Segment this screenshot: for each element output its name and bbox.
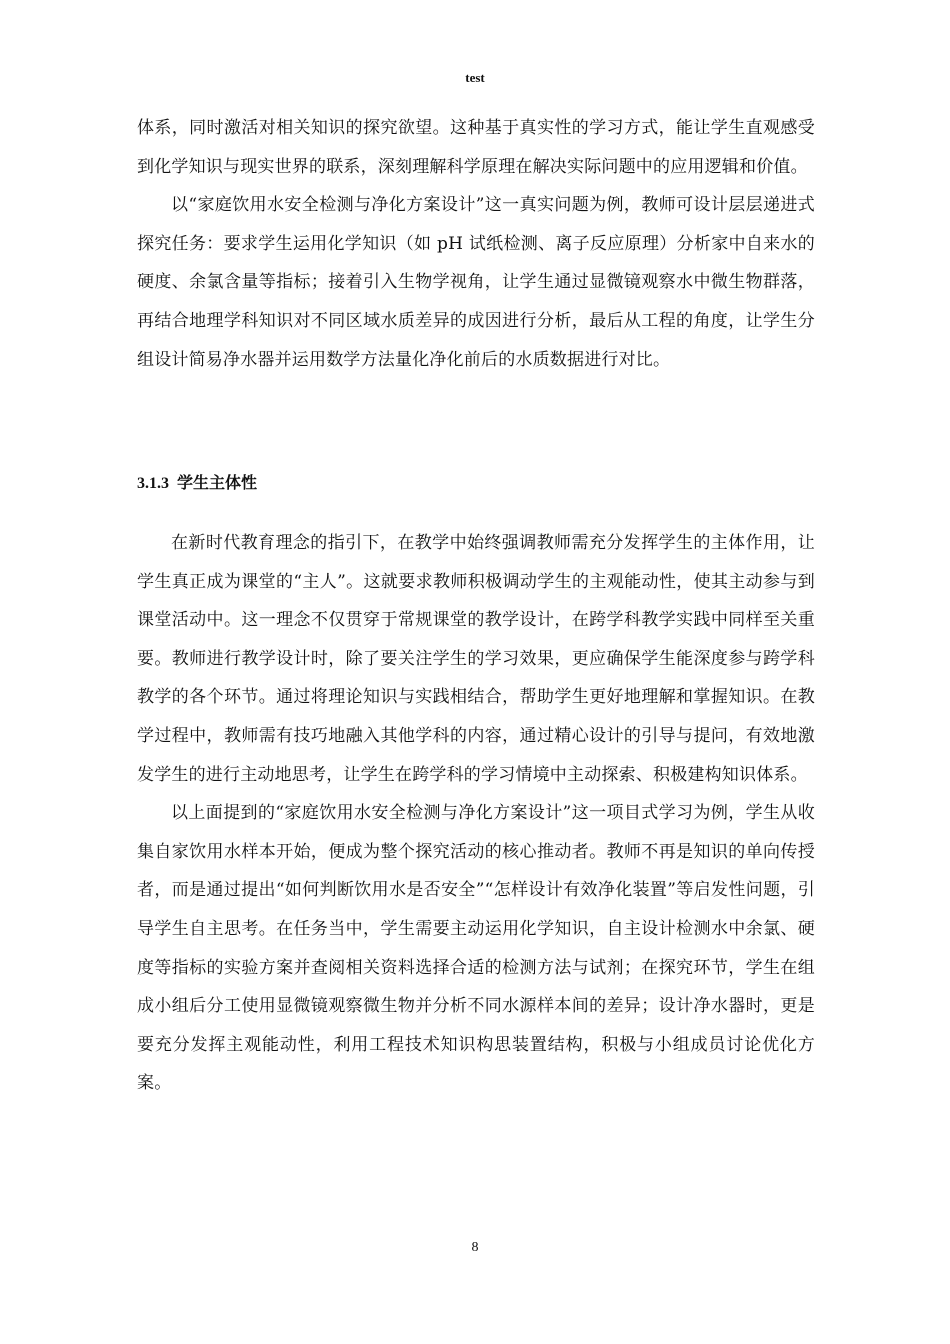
paragraph-student-agency: 在新时代教育理念的指引下，在教学中始终强调教师需充分发挥学生的主体作用，让学生真正成为课堂的“主人”。这就要求教师积极调动学生的主观能动性，使其主动参与到课堂活动中。这一理念不仅贯穿于常规课堂的教学设计，在跨学科教学实践中同样至关重要。教师进行教学设计时，除了要关注学生的学习效果，更应确保学生能深度参与跨学科教学的各个环节。通过将理论知识与实践相结合，帮助学生更好地理解和掌握知识。在教学过程中，教师需有技巧地融入其他学科的内容，通过精心设计的引导与提问，有效地激发学生的进行主动地思考，让学生在跨学科的学习情境中主动探索、积极建构知识体系。 <box>137 533 815 785</box>
body-text-bottom <box>137 524 815 1103</box>
section-title: 学生主体性 <box>177 473 258 492</box>
section-heading <box>137 470 815 497</box>
section-number: 3.1.3 <box>137 475 169 492</box>
page-header: test <box>465 70 485 85</box>
paragraph-example: 以“家庭饮用水安全检测与净化方案设计”这一真实问题为例，教师可设计层层递进式探究任务：要求学生运用化学知识（如 pH 试纸检测、离子反应原理）分析家中自来水的硬度、余氯含量等指标；接着引入生物学视角，让学生通过显微镜观察水中微生物群落，再结合地理学科知识对不同区域水质差异的成因进行分析，最后从工程的角度，让学生分组设计简易净水器并运用数学方法量化净化前后的水质数据进行对比。 <box>137 195 815 370</box>
body-text-top <box>137 109 815 379</box>
paragraph-project-example: 以上面提到的“家庭饮用水安全检测与净化方案设计”这一项目式学习为例，学生从收集自家饮用水样本开始，便成为整个探究活动的核心推动者。教师不再是知识的单向传授者，而是通过提出“如何判断饮用水是否安全”“怎样设计有效净化装置”等启发性问题，引导学生自主思考。在任务当中，学生需要主动运用化学知识，自主设计检测水中余氯、硬度等指标的实验方案并查阅相关资料选择合适的检测方法与试剂；在探究环节，学生在组成小组后分工使用显微镜观察微生物并分析不同水源样本间的差异；设计净水器时，更是要充分发挥主观能动性，利用工程技术知识构思装置结构，积极与小组成员讨论优化方案。 <box>137 803 815 1094</box>
paragraph-continuation: 体系，同时激活对相关知识的探究欲望。这种基于真实性的学习方式，能让学生直观感受到化学知识与现实世界的联系，深刻理解科学原理在解决实际问题中的应用逻辑和价值。 <box>137 118 815 177</box>
page-number: 8 <box>471 1240 479 1255</box>
